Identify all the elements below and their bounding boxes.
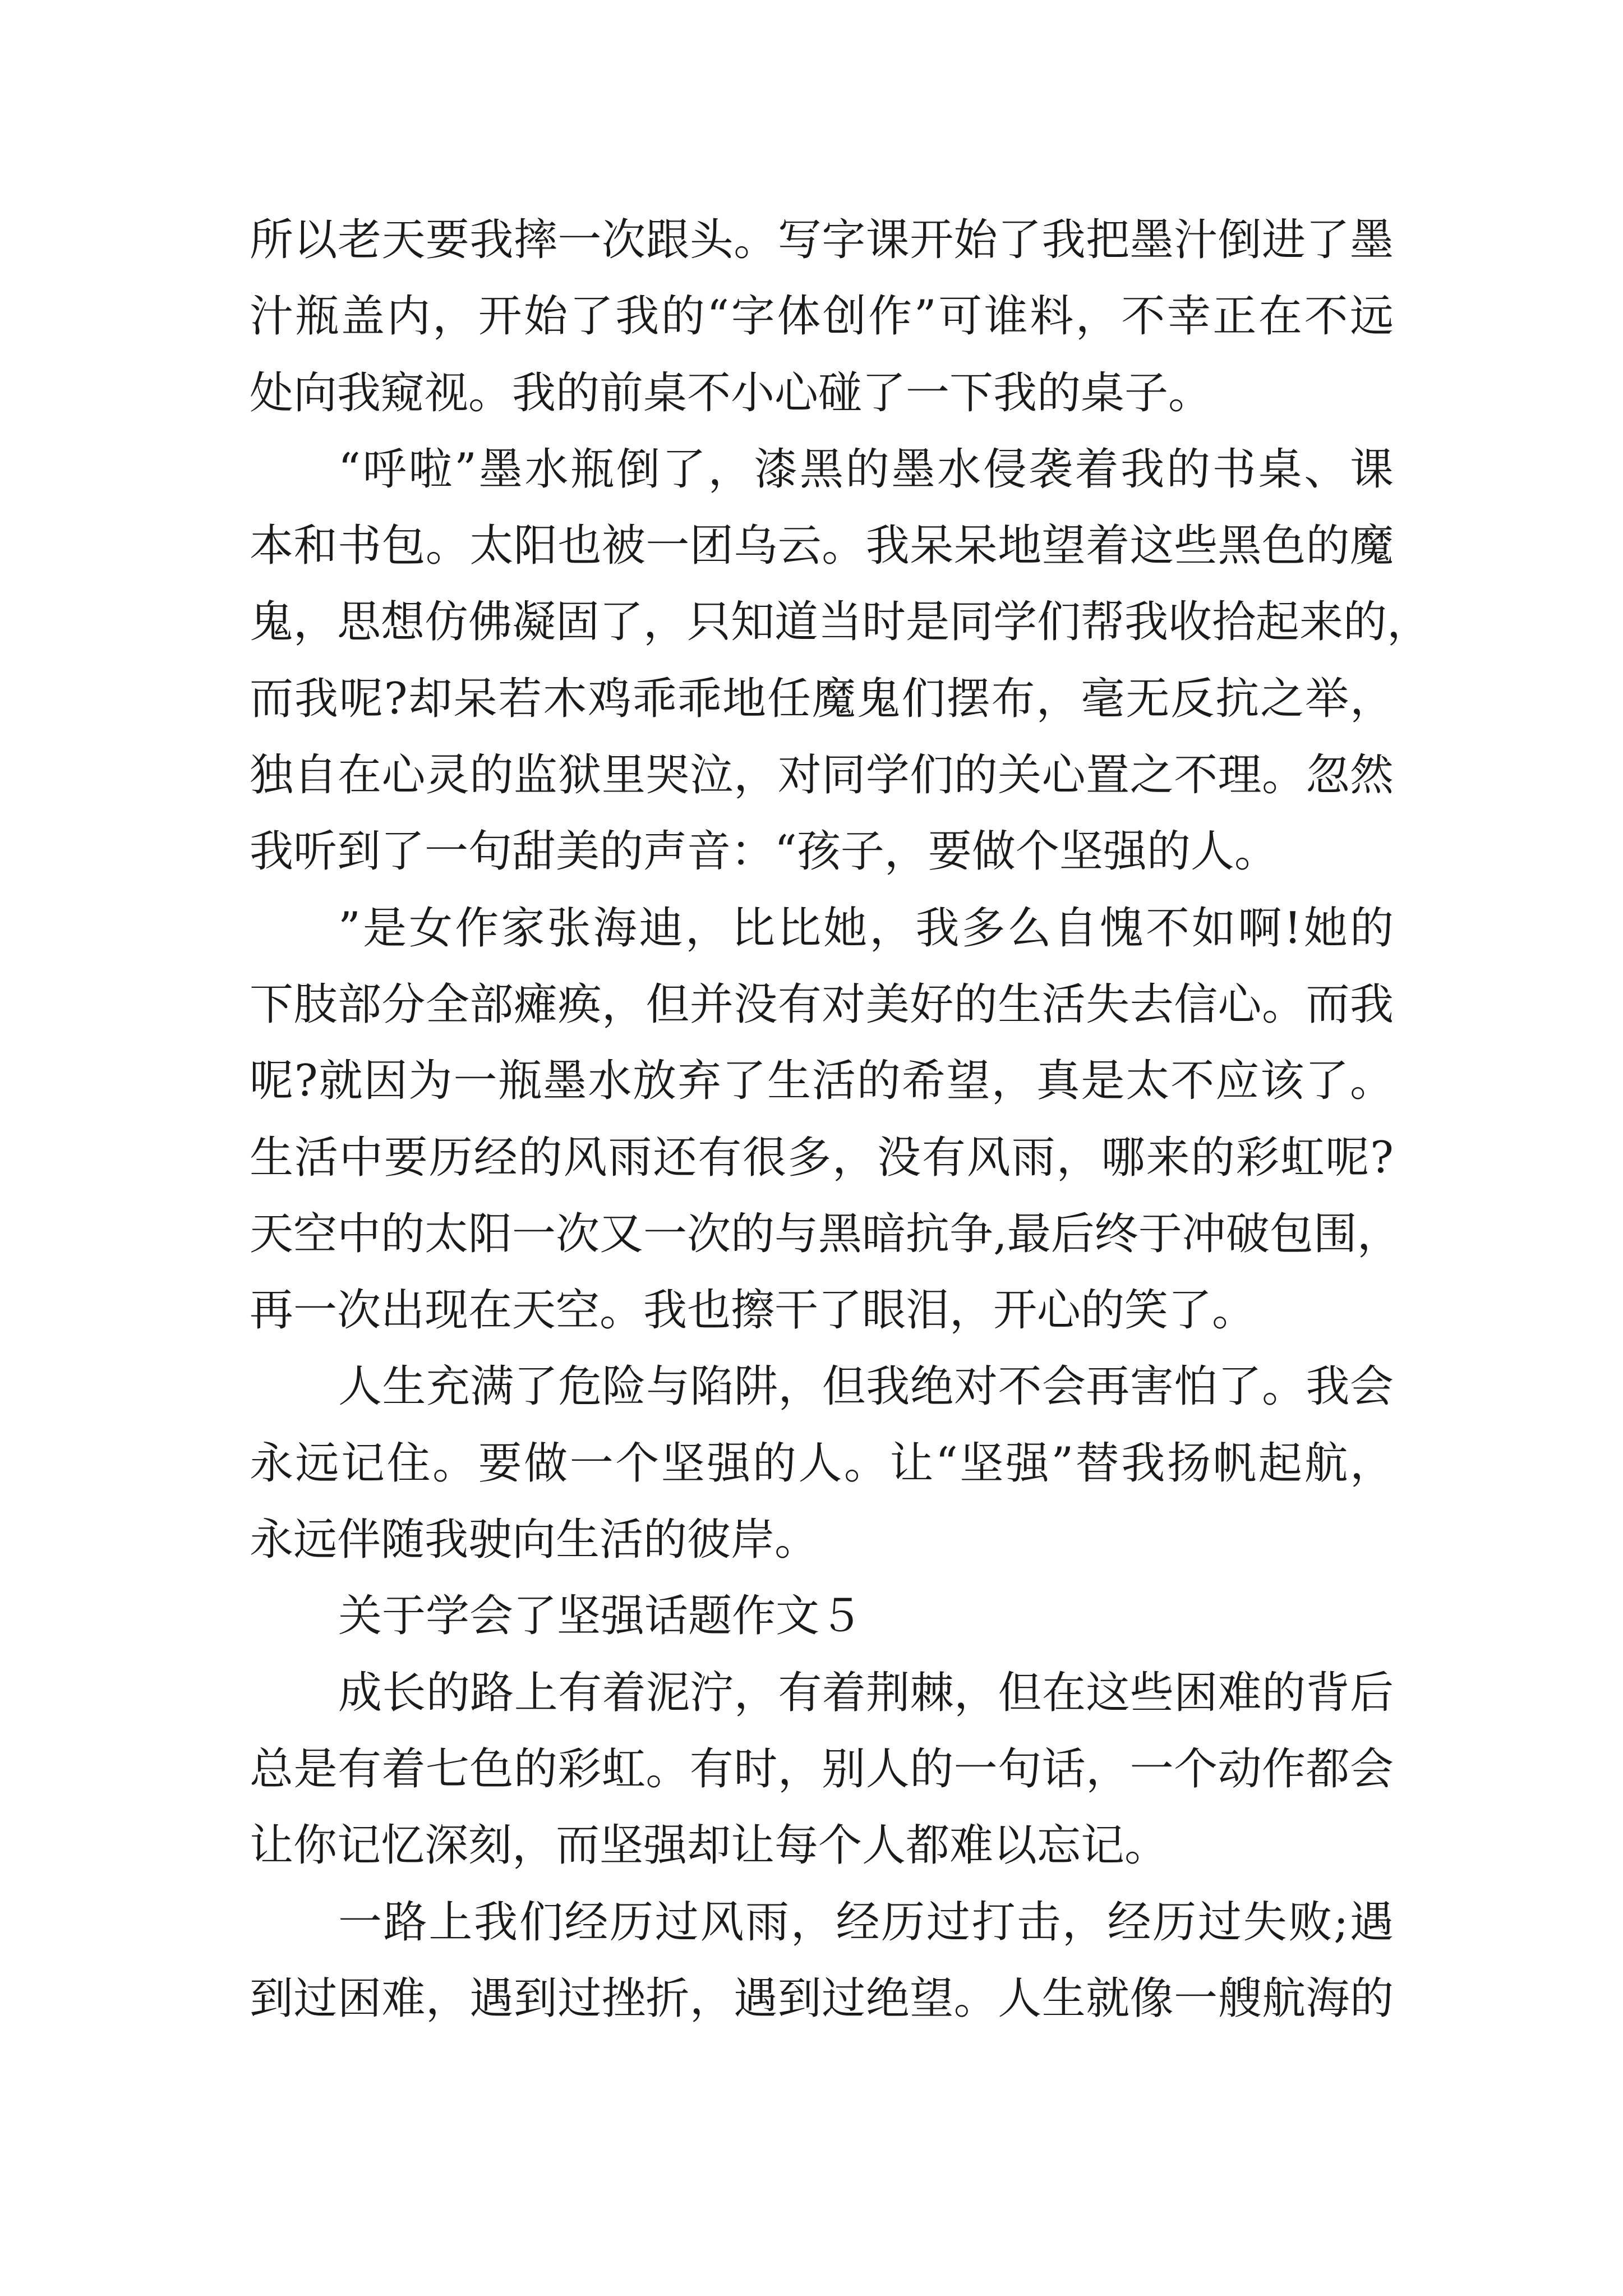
text-line: 到过困难，遇到过挫折，遇到过绝望。人生就像一艘航海的 (250, 1973, 1394, 2024)
text-line: 天空中的太阳一次又一次的与黑暗抗争,最后终于冲破包围， (250, 1208, 1401, 1259)
text-line: 而我呢?却呆若木鸡乖乖地任魔鬼们摆布，毫无反抗之举， (250, 673, 1394, 724)
text-line: 汁瓶盖内，开始了我的“字体创作”可谁料，不幸正在不远 (250, 291, 1394, 342)
text-line: 总是有着七色的彩虹。有时，别人的一句话，一个动作都会 (250, 1743, 1394, 1795)
text-line: 独自在心灵的监狱里哭泣，对同学们的关心置之不理。忽然 (250, 750, 1394, 801)
text-line: 永远伴随我驶向生活的彼岸。 (250, 1515, 819, 1566)
text-line: 生活中要历经的风雨还有很多，没有风雨，哪来的彩虹呢? (250, 1132, 1394, 1183)
text-line: 呢?就因为一瓶墨水放弃了生活的希望，真是太不应该了。 (250, 1056, 1394, 1107)
text-line: 我听到了一句甜美的声音：“孩子，要做个坚强的人。 (250, 826, 1278, 877)
paragraph-start-line: “呼啦”墨水瓶倒了，漆黑的墨水侵袭着我的书桌、课 (338, 444, 1394, 495)
essay-body (250, 202, 1431, 2037)
paragraph-start-line: ”是女作家张海迪，比比她，我多么自愧不如啊!她的 (338, 903, 1394, 954)
paragraph-start-line: 人生充满了危险与陷阱，但我绝对不会再害怕了。我会 (338, 1361, 1394, 1412)
paragraph-start-line: 一路上我们经历过风雨，经历过打击，经历过失败;遇 (338, 1897, 1394, 1948)
text-line: 本和书包。太阳也被一团乌云。我呆呆地望着这些黑色的魔 (250, 521, 1394, 572)
text-line: 处向我窥视。我的前桌不小心碰了一下我的桌子。 (250, 367, 1212, 418)
section-heading: 关于学会了坚强话题作文５ (338, 1591, 864, 1642)
paragraph-start-line: 成长的路上有着泥泞，有着荆棘，但在这些困难的背后 (338, 1667, 1394, 1718)
text-line: 鬼，思想仿佛凝固了，只知道当时是同学们帮我收拾起来的， (250, 597, 1431, 648)
text-line: 下肢部分全部瘫痪，但并没有对美好的生活失去信心。而我 (250, 979, 1394, 1030)
text-line: 让你记忆深刻，而坚强却让每个人都难以忘记。 (250, 1820, 1169, 1871)
text-line: 永远记住。要做一个坚强的人。让“坚强”替我扬帆起航， (250, 1438, 1394, 1489)
text-line: 再一次出现在天空。我也擦干了眼泪，开心的笑了。 (250, 1285, 1256, 1336)
text-line: 所以老天要我摔一次跟头。写字课开始了我把墨汁倒进了墨 (250, 215, 1394, 265)
